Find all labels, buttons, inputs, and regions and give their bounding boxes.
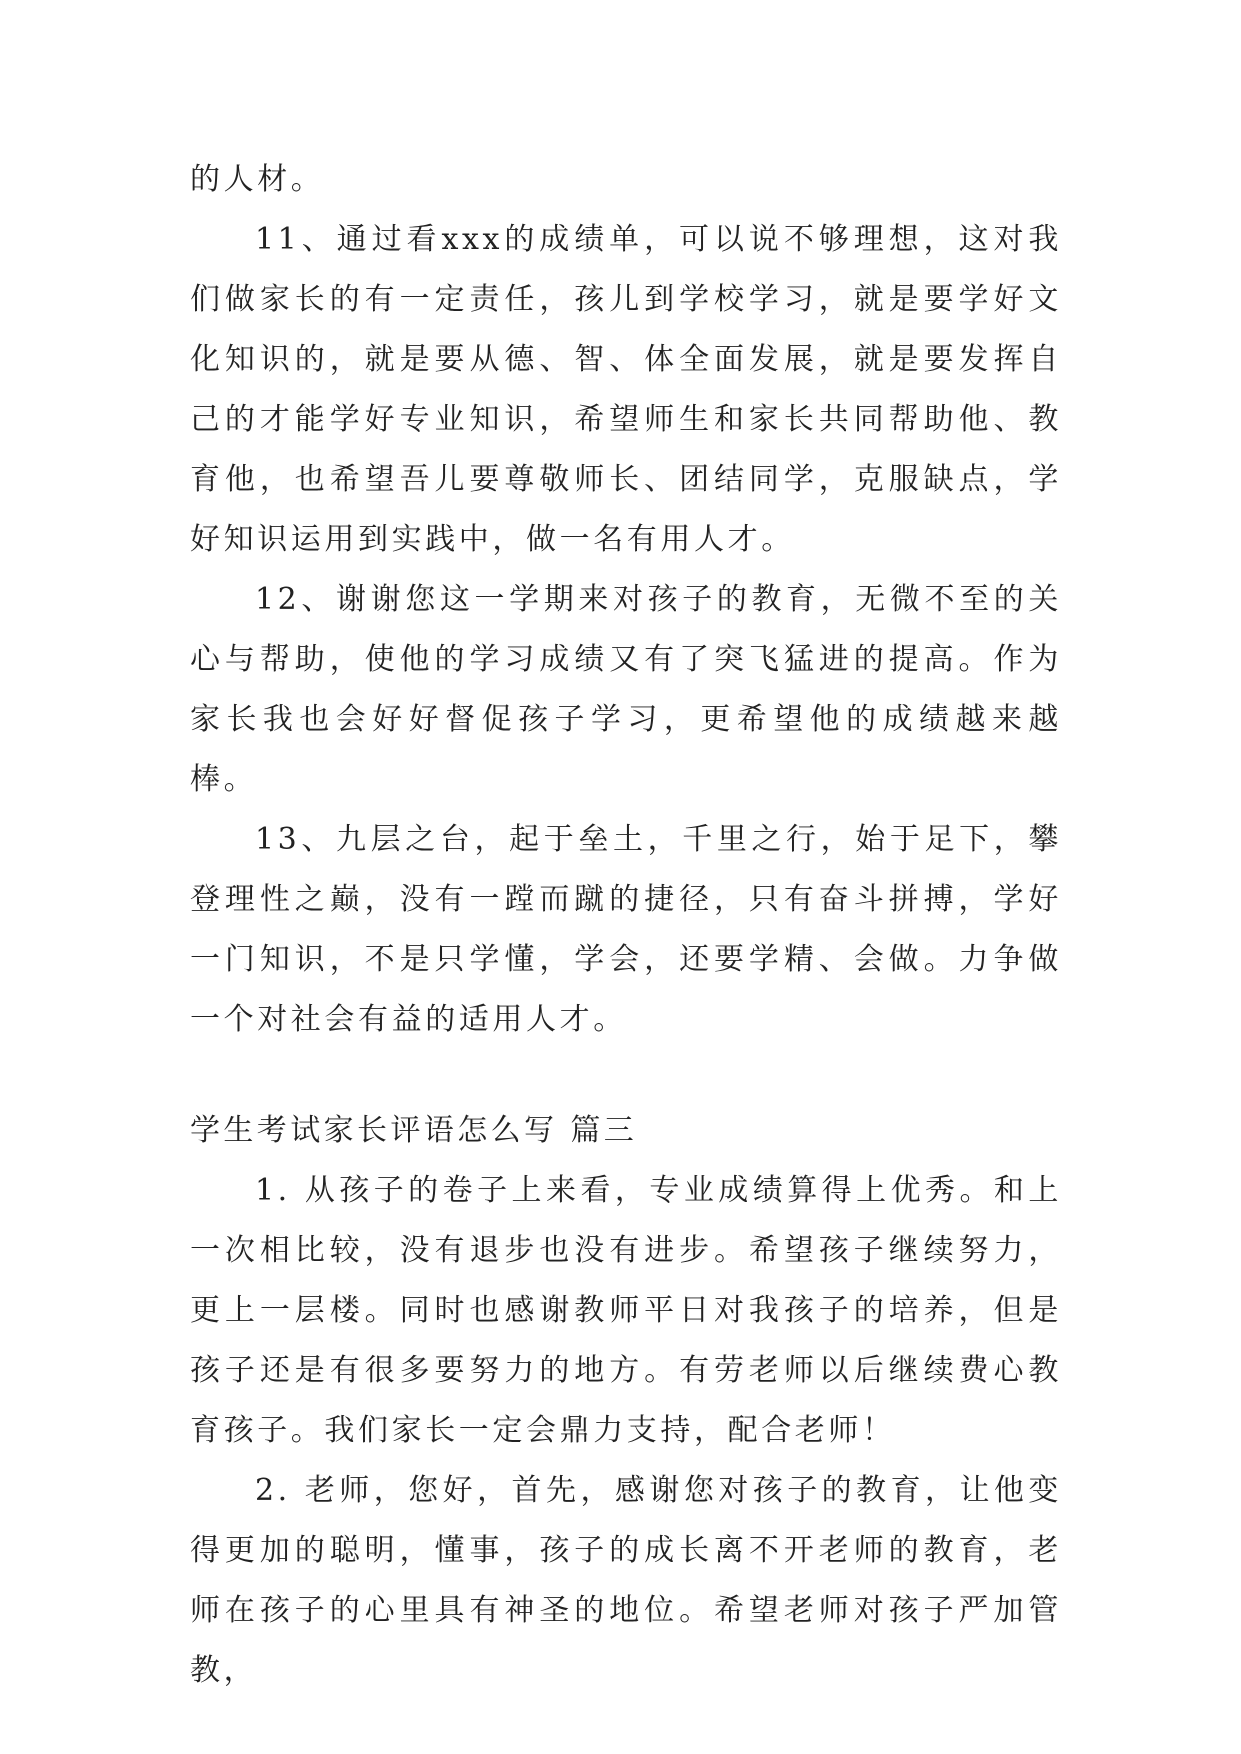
comment-item-12: 12、谢谢您这一学期来对孩子的教育，无微不至的关心与帮助，使他的学习成绩又有了突飞猛进的提高。作为家长我也会好好督促孩子学习，更希望他的成绩越来越棒。: [190, 582, 1062, 797]
comment-item-2: 2. 老师，您好，首先，感谢您对孩子的教育，让他变得更加的聪明，懂事，孩子的成长离不开老师的教育，老师在孩子的心里具有神圣的地位。希望老师对孩子严加管教，: [190, 1473, 1062, 1688]
comment-item-1: 1. 从孩子的卷子上来看，专业成绩算得上优秀。和上一次相比较，没有退步也没有进步。希望孩子继续努力，更上一层楼。同时也感谢教师平日对我孩子的培养，但是孩子还是有很多要努力的地方。有劳老师以后继续费心教育孩子。我们家长一定会鼎力支持，配合老师！: [190, 1173, 1062, 1448]
comment-item-11: 11、通过看xxx的成绩单，可以说不够理想，这对我们做家长的有一定责任，孩儿到学校学习，就是要学好文化知识的，就是要从德、智、体全面发展，就是要发挥自己的才能学好专业知识，希望师生和家长共同帮助他、教育他，也希望吾儿要尊敬师长、团结同学，克服缺点，学好知识运用到实践中，做一名有用人才。: [190, 222, 1062, 557]
section-heading: 学生考试家长评语怎么写 篇三: [190, 1113, 638, 1148]
paragraph-continuation: 的人材。: [190, 162, 325, 197]
comment-item-13: 13、九层之台，起于垒土，千里之行，始于足下，攀登理性之巅，没有一蹚而蹴的捷径，只有奋斗拼搏，学好一门知识，不是只学懂，学会，还要学精、会做。力争做一个对社会有益的适用人才。: [190, 822, 1062, 1037]
document-page: [190, 150, 1062, 1701]
